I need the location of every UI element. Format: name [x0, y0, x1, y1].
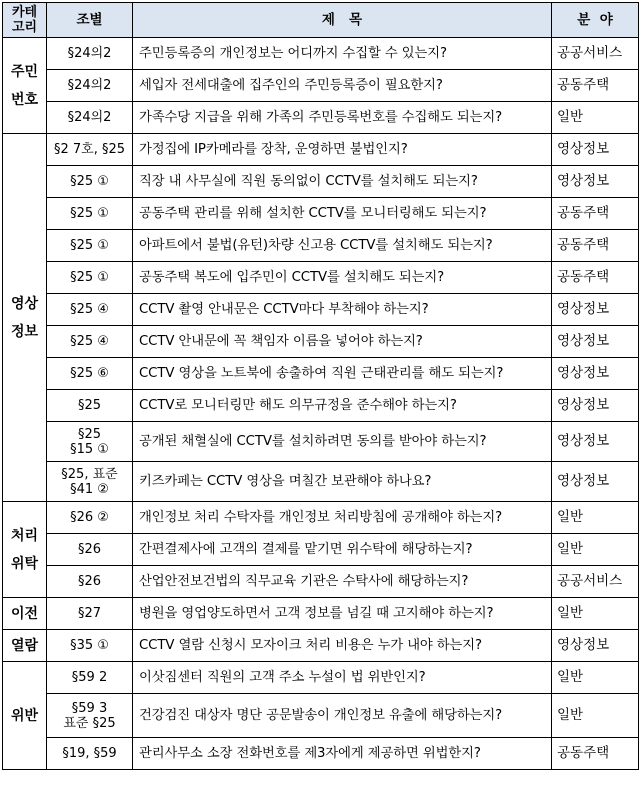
article-cell: §24의2: [47, 38, 133, 70]
field-cell: 공동주택: [552, 262, 639, 294]
title-cell: 가정집에 IP카메라를 장착, 운영하면 불법인지?: [133, 134, 552, 166]
title-cell: 산업안전보건법의 직무교육 기관은 수탁사에 해당하는지?: [133, 566, 552, 598]
article-cell: §19, §59: [47, 738, 133, 770]
article-cell: §24의2: [47, 70, 133, 102]
table-row: [3, 598, 639, 630]
field-cell: 일반: [552, 662, 639, 694]
table-row: [3, 166, 639, 198]
field-cell: 영상정보: [552, 390, 639, 422]
field-cell: 영상정보: [552, 358, 639, 390]
title-cell: CCTV 영상을 노트북에 송출하여 직원 근태관리를 해도 되는지?: [133, 358, 552, 390]
table-row: [3, 102, 639, 134]
title-cell: CCTV 촬영 안내문은 CCTV마다 부착해야 하는지?: [133, 294, 552, 326]
field-cell: 영상정보: [552, 326, 639, 358]
category-cell: 열람: [3, 630, 47, 662]
title-cell: 이삿짐센터 직원의 고객 주소 누설이 법 위반인지?: [133, 662, 552, 694]
article-cell: §25 ④: [47, 294, 133, 326]
table-row: [3, 390, 639, 422]
article-cell: §27: [47, 598, 133, 630]
article-cell: §25 ①: [47, 262, 133, 294]
title-cell: 키즈카페는 CCTV 영상을 며칠간 보관해야 하나요?: [133, 462, 552, 502]
field-cell: 공공서비스: [552, 38, 639, 70]
title-cell: 간편결제사에 고객의 결제를 맡기면 위수탁에 해당하는지?: [133, 534, 552, 566]
field-cell: 일반: [552, 502, 639, 534]
faq-table: [2, 2, 639, 770]
table-row: [3, 694, 639, 738]
title-cell: 관리사무소 소장 전화번호를 제3자에게 제공하면 위법한지?: [133, 738, 552, 770]
table-row: [3, 70, 639, 102]
article-cell: §25 ①: [47, 230, 133, 262]
category-cell: 주민 번호: [3, 38, 47, 134]
field-cell: 영상정보: [552, 294, 639, 326]
article-cell: §25 §15 ①: [47, 422, 133, 462]
table-row: [3, 462, 639, 502]
article-cell: §25, 표준 §41 ②: [47, 462, 133, 502]
title-cell: CCTV 열람 신청시 모자이크 처리 비용은 누가 내야 하는지?: [133, 630, 552, 662]
article-cell: §26: [47, 534, 133, 566]
category-cell: 처리 위탁: [3, 502, 47, 598]
title-cell: 공동주택 복도에 입주민이 CCTV를 설치해도 되는지?: [133, 262, 552, 294]
field-cell: 영상정보: [552, 630, 639, 662]
table-row: [3, 358, 639, 390]
header-title: 제 목: [133, 3, 552, 38]
title-cell: CCTV 안내문에 꼭 책임자 이름을 넣어야 하는지?: [133, 326, 552, 358]
field-cell: 공동주택: [552, 198, 639, 230]
title-cell: 병원을 영업양도하면서 고객 정보를 넘길 때 고지해야 하는지?: [133, 598, 552, 630]
table-row: [3, 134, 639, 166]
article-cell: §26 ②: [47, 502, 133, 534]
field-cell: 영상정보: [552, 462, 639, 502]
table-row: [3, 566, 639, 598]
header-article: 조별: [47, 3, 133, 38]
title-cell: 직장 내 사무실에 직원 동의없이 CCTV를 설치해도 되는지?: [133, 166, 552, 198]
title-cell: 세입자 전세대출에 집주인의 주민등록증이 필요한지?: [133, 70, 552, 102]
category-cell: 위반: [3, 662, 47, 770]
header-row: [3, 3, 639, 38]
table-row: [3, 630, 639, 662]
title-cell: 가족수당 지급을 위해 가족의 주민등록번호를 수집해도 되는지?: [133, 102, 552, 134]
article-cell: §25 ⑥: [47, 358, 133, 390]
table-row: [3, 326, 639, 358]
field-cell: 일반: [552, 598, 639, 630]
article-cell: §2 7호, §25: [47, 134, 133, 166]
field-cell: 영상정보: [552, 134, 639, 166]
article-cell: §25 ④: [47, 326, 133, 358]
field-cell: 공공서비스: [552, 566, 639, 598]
field-cell: 공동주택: [552, 70, 639, 102]
table-row: [3, 738, 639, 770]
title-cell: 개인정보 처리 수탁자를 개인정보 처리방침에 공개해야 하는지?: [133, 502, 552, 534]
article-cell: §59 3 표준 §25: [47, 694, 133, 738]
header-category: 카테 고리: [3, 3, 47, 38]
title-cell: 공동주택 관리를 위해 설치한 CCTV를 모니터링해도 되는지?: [133, 198, 552, 230]
table-body: [3, 38, 639, 770]
article-cell: §24의2: [47, 102, 133, 134]
article-cell: §35 ①: [47, 630, 133, 662]
title-cell: 공개된 채혈실에 CCTV를 설치하려면 동의를 받아야 하는지?: [133, 422, 552, 462]
article-cell: §59 2: [47, 662, 133, 694]
title-cell: 아파트에서 불법(유턴)차량 신고용 CCTV를 설치해도 되는지?: [133, 230, 552, 262]
title-cell: 건강검진 대상자 명단 공문발송이 개인정보 유출에 해당하는지?: [133, 694, 552, 738]
article-cell: §26: [47, 566, 133, 598]
field-cell: 일반: [552, 694, 639, 738]
field-cell: 일반: [552, 534, 639, 566]
field-cell: 영상정보: [552, 166, 639, 198]
category-cell: 영상 정보: [3, 134, 47, 502]
article-cell: §25 ①: [47, 198, 133, 230]
title-cell: 주민등록증의 개인정보는 어디까지 수집할 수 있는지?: [133, 38, 552, 70]
table-row: [3, 534, 639, 566]
table-row: [3, 198, 639, 230]
table-row: [3, 502, 639, 534]
table-row: [3, 294, 639, 326]
field-cell: 영상정보: [552, 422, 639, 462]
title-cell: CCTV로 모니터링만 해도 의무규정을 준수해야 하는지?: [133, 390, 552, 422]
article-cell: §25 ①: [47, 166, 133, 198]
table-row: [3, 422, 639, 462]
header-field: 분 야: [552, 3, 639, 38]
table-row: [3, 262, 639, 294]
field-cell: 공동주택: [552, 230, 639, 262]
table-row: [3, 38, 639, 70]
table-row: [3, 662, 639, 694]
article-cell: §25: [47, 390, 133, 422]
category-cell: 이전: [3, 598, 47, 630]
field-cell: 공동주택: [552, 738, 639, 770]
field-cell: 일반: [552, 102, 639, 134]
table-row: [3, 230, 639, 262]
